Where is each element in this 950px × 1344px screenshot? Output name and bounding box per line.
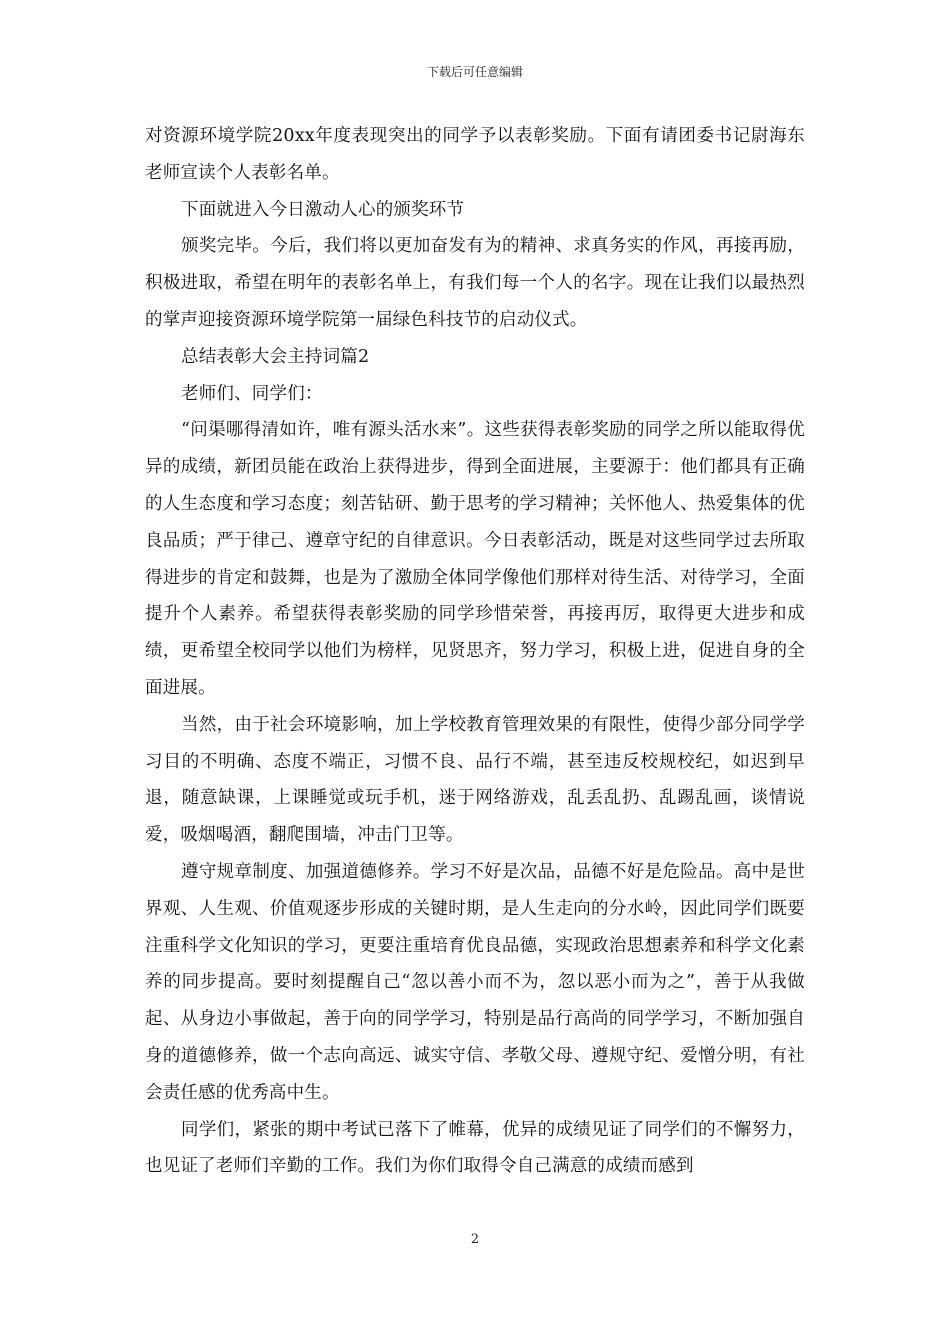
paragraph-8: 遵守规章制度、加强道德修养。学习不好是次品，品德不好是危险品。高中是世界观、人生观、价值观逐步形成的关键时期，是人生走向的分水岭，因此同学们既要注重科学文化知识的学习，更要注重培育优良品德，实现政治思想素养和科学文化素养的同步提高。要时刻提醒自己“忽以善小而不为，忽以恶小而为之”，善于从我做起、从身边小事做起，善于向的同学学习，特别是品行高尚的同学学习，不断加强自身的道德修养，做一个志向高远、诚实守信、孝敬父母、遵规守纪、爱憎分明，有社会责任感的优秀高中生。 — [145, 861, 805, 1103]
paragraph-6: “问渠哪得清如许，唯有源头活水来”。这些获得表彰奖励的同学之所以能取得优异的成绩，新团员能在政治上获得进步，得到全面进展，主要源于：他们都具有正确的人生态度和学习态度；刻苦钻研、勤于思考的学习精神；关怀他人、热爱集体的优良品质；严于律己、遵章守纪的自律意识。今日表彰活动，既是对这些同学过去所取得进步的肯定和鼓舞，也是为了激励全体同学像他们那样对待生活、对待学习，全面提升个人素养。希望获得表彰奖励的同学珍惜荣誉，再接再厉，取得更大进步和成绩，更希望全校同学以他们为榜样，见贤思齐，努力学习，积极上进，促进自身的全面进展。 — [145, 420, 805, 698]
paragraph-3: 颁奖完毕。今后，我们将以更加奋发有为的精神、求真务实的作风，再接再励，积极进取，希望在明年的表彰名单上，有我们每一个人的名字。现在让我们以最热烈的掌声迎接资源环境学院第一届绿色科技节的启动仪式。 — [145, 236, 805, 330]
paragraph-9: 同学们，紧张的期中考试已落下了帷幕，优异的成绩见证了同学们的不懈努力，也见证了老师们辛勤的工作。我们为你们取得令自己满意的成绩而感到 — [145, 1119, 805, 1177]
section-heading: 总结表彰大会主持词篇2 — [181, 346, 370, 367]
page-number: 2 — [470, 1232, 480, 1247]
paragraph-2: 下面就进入今日激动人心的颁奖环节 — [181, 199, 465, 220]
paragraph-1: 对资源环境学院20xx年度表现突出的同学予以表彰奖励。下面有请团委书记尉海东老师宣读个人表彰名单。 — [145, 126, 805, 183]
page-header: 下载后可任意编辑 — [426, 65, 523, 79]
salutation: 老师们、同学们： — [181, 383, 323, 404]
paragraph-7: 当然，由于社会环境影响，加上学校教育管理效果的有限性，使得少部分同学学习目的不明确、态度不端正，习惯不良、品行不端，甚至违反校规校纪，如迟到早退，随意缺课，上课睡觉或玩手机，迷于网络游戏，乱丢乱扔、乱踢乱画，谈情说爱，吸烟喝酒，翻爬围墙，冲击门卫等。 — [145, 714, 805, 846]
document-body — [145, 118, 805, 1185]
